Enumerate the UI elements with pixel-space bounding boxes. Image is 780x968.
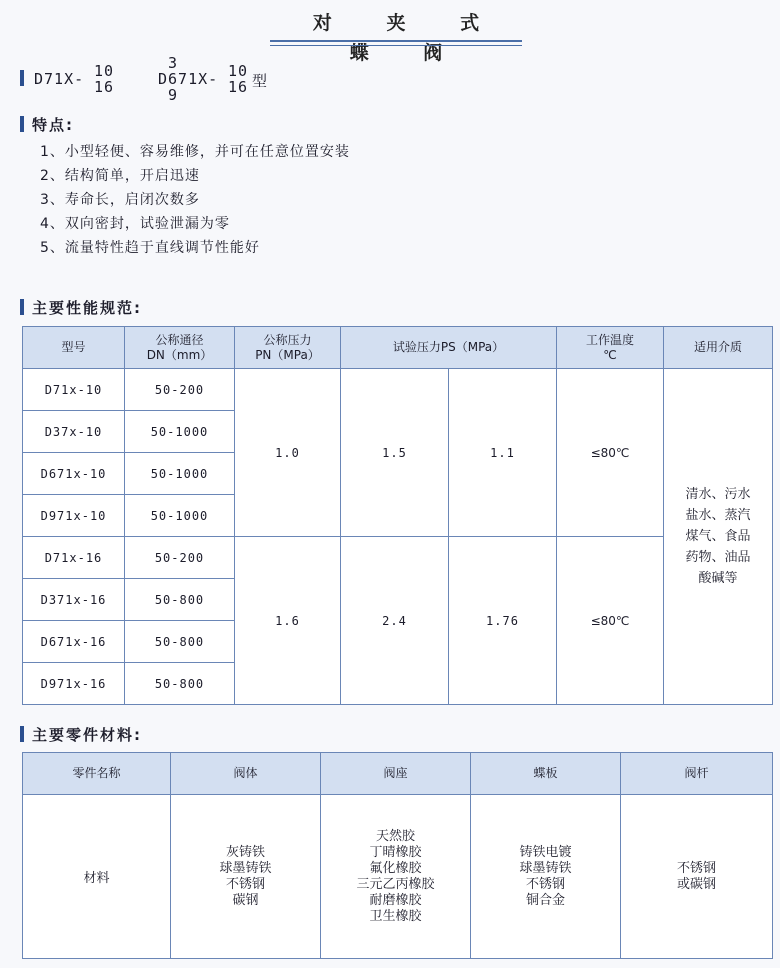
- cell-medium: 清水、污水 盐水、蒸汽 煤气、食品 药物、油品 酸碱等: [664, 369, 773, 705]
- cell-model: D71x-16: [23, 537, 125, 579]
- cell-model: D71x-10: [23, 369, 125, 411]
- cell-dn: 50-1000: [125, 411, 235, 453]
- cell-ps-seal: 1.76: [449, 537, 557, 705]
- page-title: 对 夹 式 蝶 阀: [312, 12, 504, 64]
- features-heading: 特点:: [32, 116, 74, 134]
- cell-dn: 50-1000: [125, 453, 235, 495]
- cell-dn: 50-200: [125, 369, 235, 411]
- model-b-top: 10: [228, 62, 249, 80]
- cell-temp: ≤80℃: [557, 537, 664, 705]
- model-a-bottom: 16: [94, 78, 115, 96]
- col-header-seat: 阀座: [321, 753, 471, 795]
- model-b-bottom: 16: [228, 78, 249, 96]
- model-a-prefix: D71X-: [34, 70, 85, 88]
- parts-table: [22, 752, 773, 959]
- cell-model: D37x-10: [23, 411, 125, 453]
- feature-item: 1、小型轻便、容易维修，并可在任意位置安装: [40, 144, 350, 160]
- section-marker: [20, 70, 24, 86]
- col-header-medium: 适用介质: [664, 327, 773, 369]
- cell-ps-seal: 1.1: [449, 369, 557, 537]
- model-b-sub: 9: [168, 86, 179, 104]
- cell-ps-shell: 1.5: [341, 369, 449, 537]
- col-header-disc: 蝶板: [471, 753, 621, 795]
- cell-model: D971x-10: [23, 495, 125, 537]
- cell-dn: 50-1000: [125, 495, 235, 537]
- cell-pn: 1.6: [235, 537, 341, 705]
- model-b-prefix: D671X-: [158, 70, 219, 88]
- col-header-dn: 公称通径 DN（mm）: [125, 327, 235, 369]
- spec-table: [22, 326, 773, 705]
- cell-dn: 50-800: [125, 579, 235, 621]
- spec-heading: 主要性能规范:: [32, 299, 142, 317]
- col-header-part-name: 零件名称: [23, 753, 171, 795]
- col-header-pn: 公称压力 PN（MPa）: [235, 327, 341, 369]
- cell-disc-materials: 铸铁电镀 球墨铸铁 不锈钢 铜合金: [471, 795, 621, 959]
- feature-item: 3、寿命长，启闭次数多: [40, 192, 200, 208]
- cell-temp: ≤80℃: [557, 369, 664, 537]
- model-suffix: 型: [252, 72, 269, 90]
- cell-stem-materials: 不锈钢 或碳钢: [621, 795, 773, 959]
- cell-pn: 1.0: [235, 369, 341, 537]
- section-marker: [20, 726, 24, 742]
- page-title-frame: [270, 8, 522, 64]
- cell-model: D671x-10: [23, 453, 125, 495]
- section-marker: [20, 299, 24, 315]
- cell-model: D671x-16: [23, 621, 125, 663]
- feature-item: 4、双向密封，试验泄漏为零: [40, 216, 230, 232]
- col-header-body: 阀体: [171, 753, 321, 795]
- cell-seat-materials: 天然胶 丁晴橡胶 氟化橡胶 三元乙丙橡胶 耐磨橡胶 卫生橡胶: [321, 795, 471, 959]
- cell-dn: 50-800: [125, 621, 235, 663]
- model-a-top: 10: [94, 62, 115, 80]
- section-marker: [20, 116, 24, 132]
- cell-ps-shell: 2.4: [341, 537, 449, 705]
- feature-item: 2、结构简单，开启迅速: [40, 168, 200, 184]
- cell-dn: 50-800: [125, 663, 235, 705]
- col-header-temp: 工作温度 ℃: [557, 327, 664, 369]
- feature-item: 5、流量特性趋于直线调节性能好: [40, 240, 260, 256]
- col-header-stem: 阀杆: [621, 753, 773, 795]
- col-header-model: 型号: [23, 327, 125, 369]
- cell-model: D371x-16: [23, 579, 125, 621]
- cell-model: D971x-16: [23, 663, 125, 705]
- model-designation: [34, 54, 294, 104]
- cell-body-materials: 灰铸铁 球墨铸铁 不锈钢 碳钢: [171, 795, 321, 959]
- parts-heading: 主要零件材料:: [32, 726, 142, 744]
- cell-row-label: 材料: [23, 795, 171, 959]
- model-b-sup: 3: [168, 54, 179, 72]
- cell-dn: 50-200: [125, 537, 235, 579]
- col-header-test-pressure: 试验压力PS（MPa）: [341, 327, 557, 369]
